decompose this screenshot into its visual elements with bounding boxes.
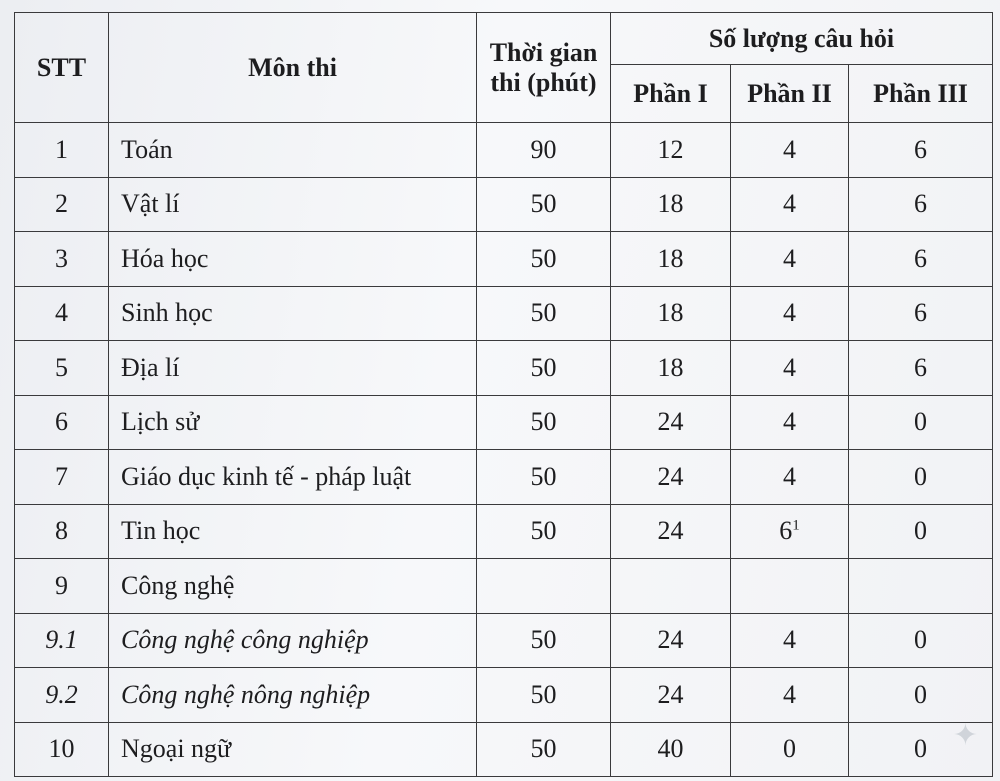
cell-part3 bbox=[849, 395, 993, 450]
cell-subject-text: Sinh học bbox=[121, 298, 213, 328]
cell-part3 bbox=[849, 504, 993, 559]
cell-part2 bbox=[731, 722, 849, 777]
cell-subject-text: Lịch sử bbox=[121, 407, 200, 437]
cell-stt-text: 1 bbox=[55, 134, 68, 164]
table-row bbox=[15, 177, 993, 232]
cell-subject bbox=[109, 177, 477, 232]
cell-stt bbox=[15, 613, 109, 668]
cell-stt bbox=[15, 341, 109, 396]
cell-duration-text: 50 bbox=[530, 352, 557, 382]
cell-part3-text: 0 bbox=[914, 734, 927, 764]
cell-part3 bbox=[849, 341, 993, 396]
cell-stt-text: 7 bbox=[55, 461, 68, 491]
table-row bbox=[15, 504, 993, 559]
cell-part2-text: 4 bbox=[783, 189, 796, 219]
table-row bbox=[15, 123, 993, 178]
cell-part1 bbox=[611, 613, 731, 668]
cell-stt-text: 2 bbox=[55, 189, 68, 219]
header-duration-line2: thi (phút) bbox=[490, 67, 597, 97]
cell-duration-text: 50 bbox=[530, 461, 557, 491]
cell-part2-text: 6 bbox=[779, 516, 793, 546]
cell-part3-text: 6 bbox=[914, 189, 927, 219]
cell-part1 bbox=[611, 232, 731, 287]
cell-subject bbox=[109, 504, 477, 559]
cell-part2 bbox=[731, 559, 849, 614]
cell-subject-text: Toán bbox=[121, 134, 173, 164]
cell-stt bbox=[15, 722, 109, 777]
cell-part2-text: 4 bbox=[783, 461, 796, 491]
cell-stt bbox=[15, 286, 109, 341]
cell-part3-text: 0 bbox=[914, 679, 927, 709]
cell-part1 bbox=[611, 286, 731, 341]
header-duration bbox=[477, 13, 611, 123]
cell-duration bbox=[477, 177, 611, 232]
cell-part2-text: 4 bbox=[783, 243, 796, 273]
cell-part1-text: 24 bbox=[657, 407, 684, 437]
cell-part3-text: 6 bbox=[914, 352, 927, 382]
table-row bbox=[15, 232, 993, 287]
cell-subject-text: Vật lí bbox=[121, 189, 180, 219]
table-row bbox=[15, 450, 993, 505]
exam-table bbox=[14, 12, 993, 777]
cell-part1-text: 18 bbox=[657, 243, 684, 273]
cell-part3-text: 0 bbox=[914, 407, 927, 437]
cell-part2-text: 4 bbox=[783, 679, 796, 709]
cell-subject bbox=[109, 395, 477, 450]
cell-part3 bbox=[849, 613, 993, 668]
cell-part1 bbox=[611, 341, 731, 396]
cell-duration-text: 50 bbox=[530, 407, 557, 437]
cell-part1-text: 18 bbox=[657, 352, 684, 382]
cell-part3 bbox=[849, 559, 993, 614]
table-row bbox=[15, 559, 993, 614]
header-subject: Môn thi bbox=[109, 13, 477, 123]
cell-part2-text: 4 bbox=[783, 134, 796, 164]
cell-part2-text: 0 bbox=[783, 734, 796, 764]
cell-subject-text: Công nghệ nông nghiệp bbox=[121, 679, 371, 709]
cell-stt-text: 4 bbox=[55, 298, 68, 328]
cell-duration-text: 50 bbox=[530, 298, 557, 328]
cell-part2-text: 4 bbox=[783, 298, 796, 328]
header-questions: Số lượng câu hỏi bbox=[611, 13, 993, 65]
cell-duration-text: 50 bbox=[530, 679, 557, 709]
cell-stt bbox=[15, 123, 109, 178]
cell-part2 bbox=[731, 341, 849, 396]
cell-part3 bbox=[849, 123, 993, 178]
table-row bbox=[15, 668, 993, 723]
cell-duration bbox=[477, 286, 611, 341]
cell-duration-text: 90 bbox=[530, 134, 557, 164]
cell-part1 bbox=[611, 450, 731, 505]
cell-part2 bbox=[731, 232, 849, 287]
cell-stt-text: 9 bbox=[55, 570, 68, 600]
cell-stt-text: 10 bbox=[48, 734, 75, 764]
table-row bbox=[15, 722, 993, 777]
cell-part3-text: 0 bbox=[914, 516, 927, 546]
cell-part1 bbox=[611, 123, 731, 178]
cell-part2 bbox=[731, 123, 849, 178]
cell-part3-text: 6 bbox=[914, 298, 927, 328]
cell-stt-text: 5 bbox=[55, 352, 68, 382]
cell-subject-text: Hóa học bbox=[121, 243, 209, 273]
header-part2: Phần II bbox=[731, 65, 849, 123]
cell-part2 bbox=[731, 613, 849, 668]
cell-stt-text: 6 bbox=[55, 407, 68, 437]
cell-part2 bbox=[731, 395, 849, 450]
cell-duration bbox=[477, 668, 611, 723]
cell-subject-text: Tin học bbox=[121, 516, 201, 546]
cell-part3 bbox=[849, 232, 993, 287]
cell-part1-text: 24 bbox=[657, 516, 684, 546]
cell-part1 bbox=[611, 559, 731, 614]
cell-part3-text: 0 bbox=[914, 625, 927, 655]
cell-subject bbox=[109, 450, 477, 505]
table-row bbox=[15, 395, 993, 450]
cell-part1 bbox=[611, 177, 731, 232]
cell-part1 bbox=[611, 504, 731, 559]
cell-stt-text: 8 bbox=[55, 516, 68, 546]
cell-part2 bbox=[731, 504, 849, 559]
cell-duration bbox=[477, 722, 611, 777]
cell-part2 bbox=[731, 450, 849, 505]
footnote-marker: 1 bbox=[792, 517, 800, 534]
cell-duration bbox=[477, 341, 611, 396]
cell-part2-text: 4 bbox=[783, 352, 796, 382]
cell-part1-text: 24 bbox=[657, 679, 684, 709]
cell-part3 bbox=[849, 286, 993, 341]
cell-duration bbox=[477, 450, 611, 505]
cell-stt-text: 3 bbox=[55, 243, 68, 273]
cell-subject bbox=[109, 123, 477, 178]
cell-part3 bbox=[849, 177, 993, 232]
cell-subject bbox=[109, 232, 477, 287]
cell-subject bbox=[109, 668, 477, 723]
cell-stt bbox=[15, 395, 109, 450]
cell-subject-text: Giáo dục kinh tế - pháp luật bbox=[121, 461, 412, 491]
cell-duration-text: 50 bbox=[530, 734, 557, 764]
cell-duration-text: 50 bbox=[530, 516, 557, 546]
sparkle-icon: ✦ bbox=[952, 718, 978, 753]
cell-duration-text: 50 bbox=[530, 243, 557, 273]
cell-duration bbox=[477, 232, 611, 287]
cell-part2 bbox=[731, 177, 849, 232]
cell-part2 bbox=[731, 286, 849, 341]
cell-subject bbox=[109, 341, 477, 396]
cell-duration-text: 50 bbox=[530, 625, 557, 655]
cell-part1-text: 40 bbox=[657, 734, 684, 764]
table-row bbox=[15, 286, 993, 341]
header-stt: STT bbox=[15, 13, 109, 123]
cell-duration bbox=[477, 559, 611, 614]
table-row bbox=[15, 341, 993, 396]
cell-stt bbox=[15, 232, 109, 287]
cell-duration bbox=[477, 613, 611, 668]
cell-part1-text: 24 bbox=[657, 625, 684, 655]
cell-subject-text: Ngoại ngữ bbox=[121, 734, 232, 764]
cell-subject-text: Công nghệ công nghiệp bbox=[121, 625, 369, 655]
table-row bbox=[15, 613, 993, 668]
cell-part3-text: 6 bbox=[914, 134, 927, 164]
header-part1: Phần I bbox=[611, 65, 731, 123]
cell-stt bbox=[15, 559, 109, 614]
cell-part3-text: 0 bbox=[914, 461, 927, 491]
cell-subject bbox=[109, 559, 477, 614]
cell-subject bbox=[109, 613, 477, 668]
cell-part1-text: 18 bbox=[657, 189, 684, 219]
cell-stt bbox=[15, 668, 109, 723]
cell-subject bbox=[109, 286, 477, 341]
cell-part2-text: 4 bbox=[783, 625, 796, 655]
cell-part1 bbox=[611, 668, 731, 723]
table-body bbox=[15, 123, 993, 777]
cell-subject-text: Địa lí bbox=[121, 352, 180, 382]
cell-subject bbox=[109, 722, 477, 777]
cell-part1 bbox=[611, 722, 731, 777]
cell-stt-text: 9.1 bbox=[45, 625, 78, 655]
cell-stt bbox=[15, 504, 109, 559]
cell-part3 bbox=[849, 668, 993, 723]
cell-part2 bbox=[731, 668, 849, 723]
cell-part3 bbox=[849, 450, 993, 505]
cell-part2-text: 4 bbox=[783, 407, 796, 437]
header-part3: Phần III bbox=[849, 65, 993, 123]
cell-part1-text: 18 bbox=[657, 298, 684, 328]
cell-part3-text: 6 bbox=[914, 243, 927, 273]
header-duration-line1: Thời gian bbox=[489, 37, 598, 67]
cell-subject-text: Công nghệ bbox=[121, 570, 235, 600]
cell-stt bbox=[15, 450, 109, 505]
cell-part1 bbox=[611, 395, 731, 450]
cell-duration bbox=[477, 123, 611, 178]
cell-stt bbox=[15, 177, 109, 232]
cell-duration-text: 50 bbox=[530, 189, 557, 219]
cell-stt-text: 9.2 bbox=[45, 679, 78, 709]
cell-part1-text: 24 bbox=[657, 461, 684, 491]
cell-duration bbox=[477, 395, 611, 450]
cell-duration bbox=[477, 504, 611, 559]
cell-part1-text: 12 bbox=[657, 134, 684, 164]
